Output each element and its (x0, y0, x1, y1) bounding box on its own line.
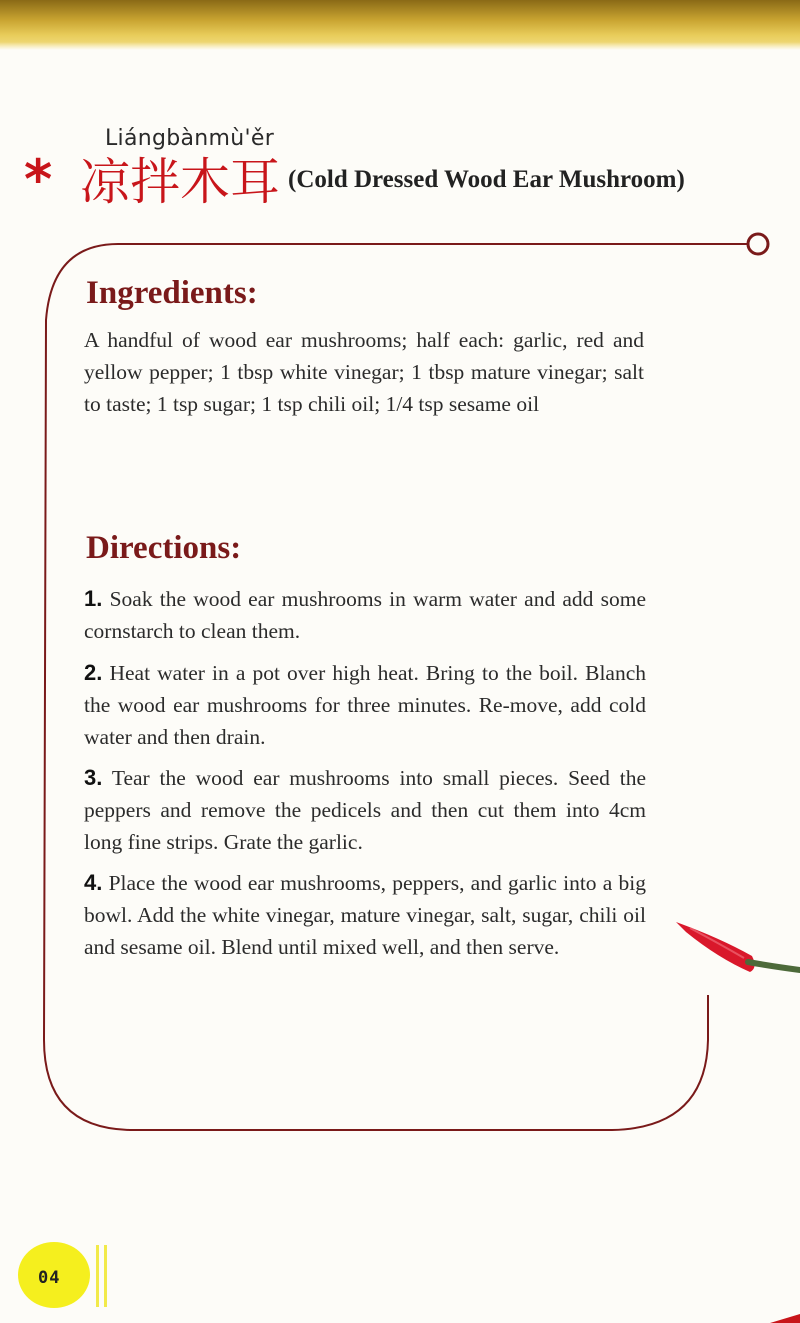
step-text: Place the wood ear mushrooms, peppers, and garlic into a big bowl. Add the white vinegar, mature vinegar, salt, sugar, chili oil and sesame oil. Blend until mixed well, and then serve. (84, 871, 646, 959)
page-edge-bars (96, 1245, 110, 1307)
asterisk-icon: * (24, 148, 53, 211)
recipe-title-english: (Cold Dressed Wood Ear Mushroom) (288, 166, 685, 193)
chili-pepper-icon (676, 922, 800, 972)
ingredients-heading: Ingredients: (86, 275, 258, 311)
step-number: 4. (84, 870, 103, 895)
ingredients-text: A handful of wood ear mushrooms; half each: garlic, red and yellow pepper; 1 tbsp white vinegar; 1 tbsp mature vinegar; salt to taste; 1 tsp sugar; 1 tsp chili oil; 1/4 tsp sesame oil (84, 328, 644, 416)
frame-ring-ornament (748, 234, 768, 254)
directions-heading: Directions: (86, 530, 242, 566)
step-text: Heat water in a pot over high heat. Bring to the boil. Blanch the wood ear mushrooms for three minutes. Re-move, add cold water and then drain. (84, 661, 647, 749)
page-edge-accent (770, 1314, 800, 1323)
step-number: 1. (84, 586, 103, 611)
step-text: Soak the wood ear mushrooms in warm water and add some cornstarch to clean them. (84, 587, 646, 643)
step-number: 2. (84, 660, 103, 685)
direction-step (84, 583, 646, 647)
recipe-pinyin: Liángbànmù'ěr (105, 126, 275, 151)
direction-step (84, 867, 646, 963)
step-text: Tear the wood ear mushrooms into small pieces. Seed the peppers and remove the pedicels and then cut them into 4cm long fine strips. Grate the garlic. (84, 766, 646, 854)
direction-step (84, 762, 646, 858)
recipe-title-chinese: 凉拌木耳 (80, 153, 280, 211)
step-number: 3. (84, 765, 103, 790)
direction-step (84, 657, 646, 753)
page-number: 04 (38, 1268, 61, 1288)
